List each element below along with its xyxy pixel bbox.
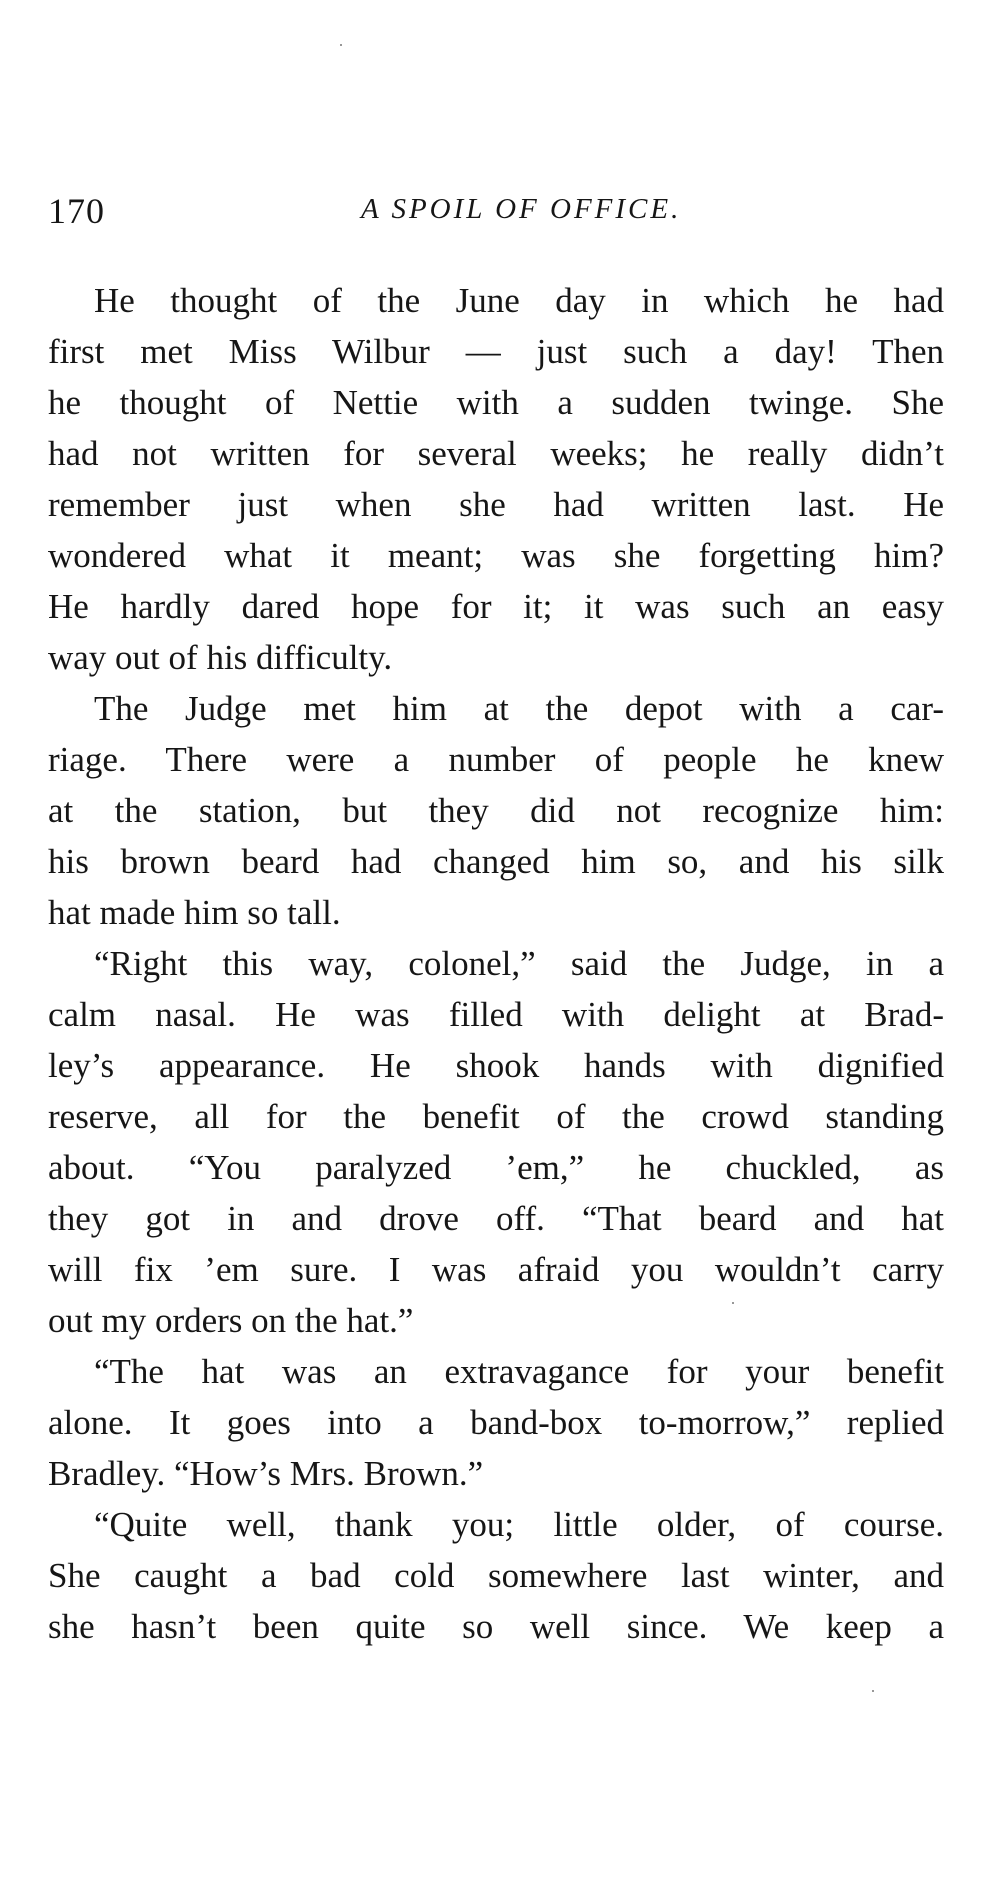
text-line: Bradley. “How’s Mrs. Brown.” (48, 1454, 484, 1493)
text-line: will fix ’em sure. I was afraid you wouldn’t carry (48, 1250, 944, 1289)
text-line: ley’s appearance. He shook hands with dignified (48, 1046, 944, 1085)
text-line: had not written for several weeks; he really didn’t (48, 434, 944, 473)
text-line: He hardly dared hope for it; it was such an easy (48, 587, 944, 626)
text-line: remember just when she had written last. He (48, 485, 944, 524)
text-line: first met Miss Wilbur — just such a day! Then (48, 332, 944, 371)
text-line: She caught a bad cold somewhere last winter, and (48, 1556, 944, 1595)
text-line: calm nasal. He was filled with delight at Brad- (48, 995, 944, 1034)
paragraph (48, 683, 944, 938)
text-line: “The hat was an extravagance for your benefit (94, 1352, 944, 1391)
text-line: they got in and drove off. “That beard and hat (48, 1199, 944, 1238)
text-line: riage. There were a number of people he knew (48, 740, 944, 779)
text-line: The Judge met him at the depot with a car- (94, 689, 944, 728)
paragraph (48, 275, 944, 683)
text-line: she hasn’t been quite so well since. We keep a (48, 1607, 944, 1646)
text-line: his brown beard had changed him so, and his silk (48, 842, 944, 881)
running-title: A SPOIL OF OFFICE. (361, 193, 682, 225)
paragraph (48, 1499, 944, 1652)
paper-speck (340, 44, 342, 46)
paper-speck (872, 1690, 874, 1692)
paragraph (48, 1346, 944, 1499)
text-line: at the station, but they did not recognize him: (48, 791, 944, 830)
text-line: he thought of Nettie with a sudden twinge. She (48, 383, 944, 422)
text-line: about. “You paralyzed ’em,” he chuckled, as (48, 1148, 944, 1187)
body-text (48, 275, 944, 1652)
text-line: He thought of the June day in which he had (94, 281, 944, 320)
text-line: way out of his difficulty. (48, 638, 393, 677)
text-line: wondered what it meant; was she forgetting him? (48, 536, 944, 575)
paragraph (48, 938, 944, 1346)
page-header (48, 190, 948, 236)
text-line: out my orders on the hat.” (48, 1301, 414, 1340)
text-line: alone. It goes into a band-box to-morrow,” replied (48, 1403, 944, 1442)
text-line: “Quite well, thank you; little older, of course. (94, 1505, 944, 1544)
text-line: hat made him so tall. (48, 893, 341, 932)
text-line: “Right this way, colonel,” said the Judge, in a (94, 944, 944, 983)
text-line: reserve, all for the benefit of the crowd standing (48, 1097, 944, 1136)
page-number: 170 (48, 191, 105, 231)
